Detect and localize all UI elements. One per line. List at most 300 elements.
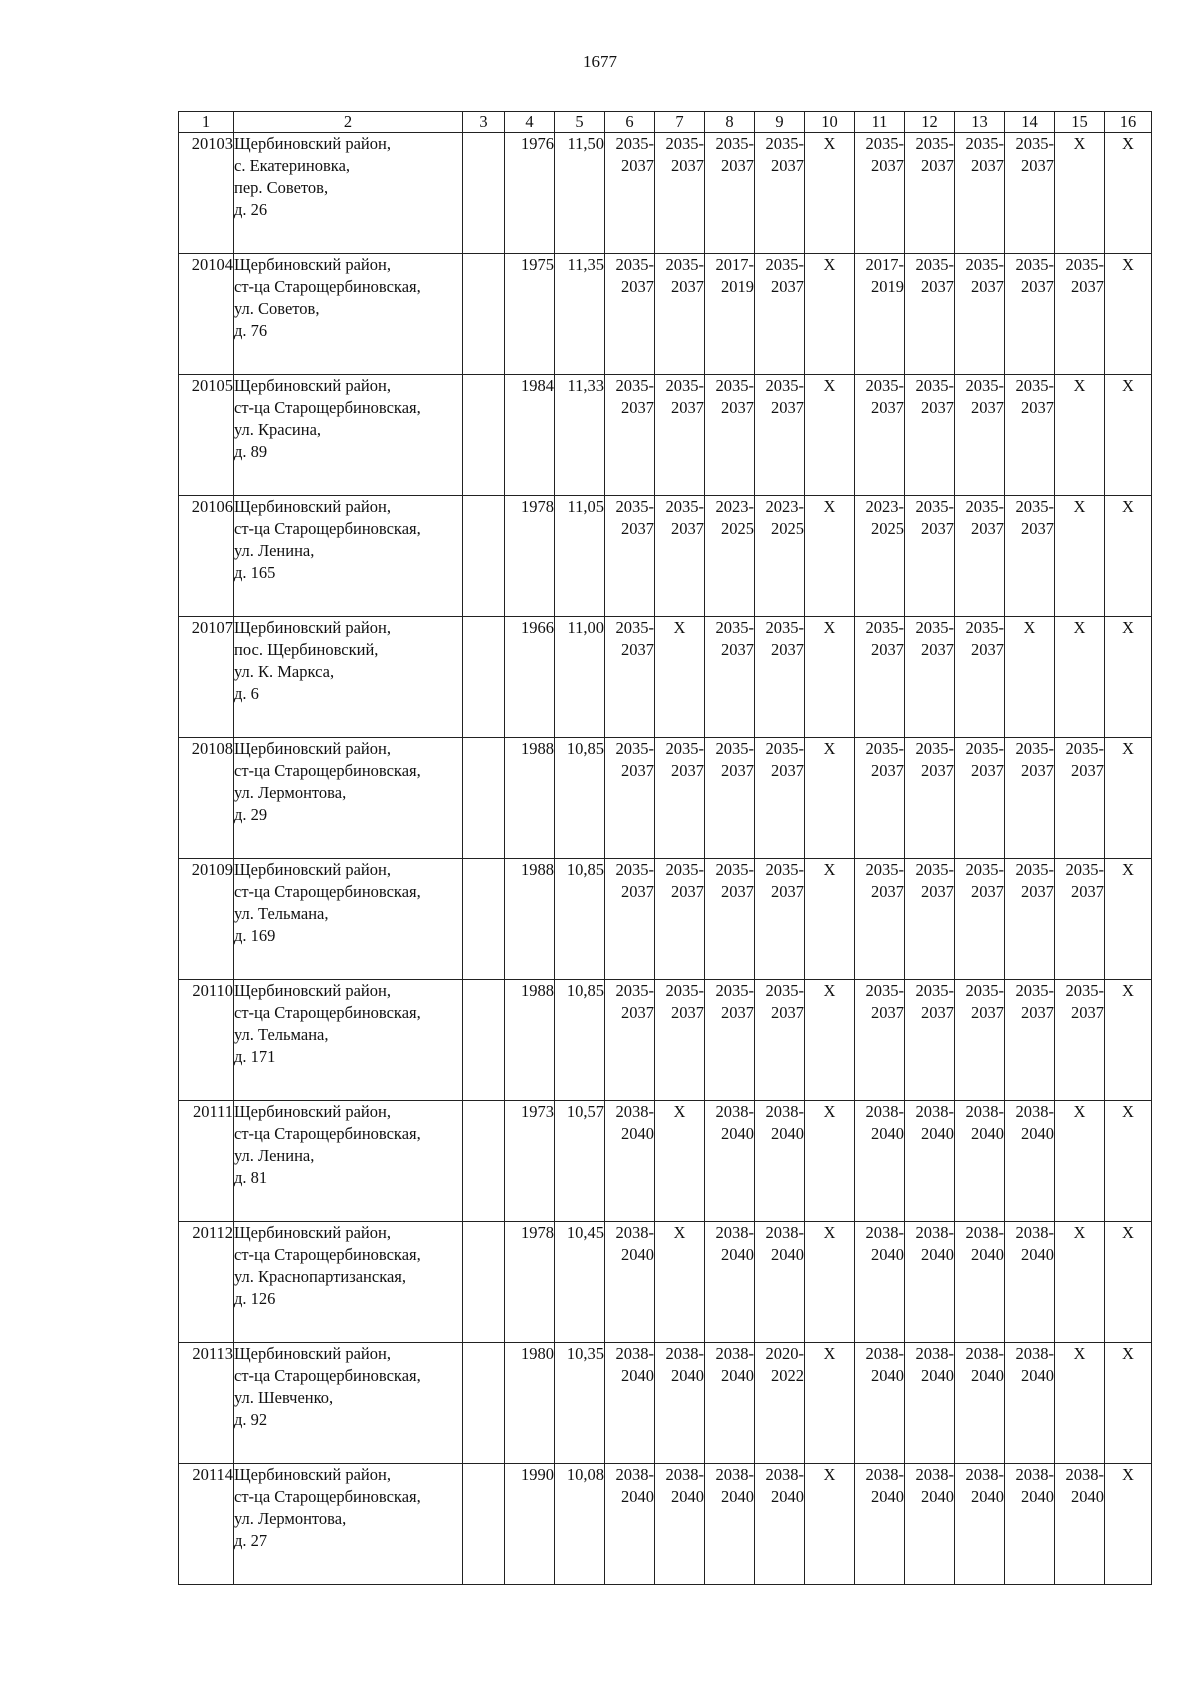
cell-line: 2037: [921, 398, 954, 417]
cell-line: 2040: [621, 1487, 654, 1506]
address-line: ул. Шевченко,: [234, 1388, 334, 1407]
cell-line: 2035-: [865, 981, 904, 1000]
cell-line: 2037: [721, 761, 754, 780]
cell-line: 2038-: [865, 1223, 904, 1242]
column-header: 2: [234, 112, 463, 133]
cell-line: 2040: [871, 1366, 904, 1385]
cell-line: 2040: [921, 1245, 954, 1264]
period-cell: [855, 133, 905, 254]
cell-line: 2037: [921, 519, 954, 538]
period-cell: [855, 859, 905, 980]
cell-line: 2037: [621, 398, 654, 417]
cell-line: X: [1073, 618, 1086, 637]
address-line: Щербиновский район,: [234, 618, 391, 637]
period-cell: [655, 1343, 705, 1464]
object-id: 20109: [179, 859, 234, 980]
period-cell: [955, 1101, 1005, 1222]
address-line: д. 126: [234, 1289, 276, 1308]
cell-line: 2037: [621, 882, 654, 901]
cell-line: 2038-: [965, 1102, 1004, 1121]
cell-line: X: [823, 134, 836, 153]
cell-line: 2035-: [915, 981, 954, 1000]
cell-line: 2037: [1071, 761, 1104, 780]
cell-line: 2040: [721, 1124, 754, 1143]
cell-line: 2035-: [615, 981, 654, 1000]
value-cell: 10,45: [555, 1222, 605, 1343]
not-applicable-cell: [1055, 617, 1105, 738]
period-cell: [955, 859, 1005, 980]
cell-line: 2035-: [1015, 134, 1054, 153]
cell-line: X: [673, 1223, 686, 1242]
period-cell: [955, 980, 1005, 1101]
period-cell: [605, 859, 655, 980]
cell-line: 2037: [971, 882, 1004, 901]
cell-line: X: [823, 739, 836, 758]
cell-line: 2037: [871, 882, 904, 901]
cell-line: 2040: [621, 1124, 654, 1143]
period-cell: [655, 254, 705, 375]
period-cell: [855, 375, 905, 496]
not-applicable-cell: [1105, 1343, 1152, 1464]
period-cell: [655, 738, 705, 859]
period-cell: [605, 496, 655, 617]
address-line: ст-ца Старощербиновская,: [234, 519, 421, 538]
cell-line: 2038-: [1015, 1465, 1054, 1484]
object-id: 20108: [179, 738, 234, 859]
column-3-cell: [463, 980, 505, 1101]
table-row: [179, 980, 1152, 1101]
period-cell: [755, 738, 805, 859]
value-cell: 10,08: [555, 1464, 605, 1585]
address-line: д. 165: [234, 563, 276, 582]
period-cell: [1005, 1343, 1055, 1464]
cell-line: 2037: [1021, 398, 1054, 417]
period-cell: [705, 1101, 755, 1222]
cell-line: 2037: [721, 882, 754, 901]
address-cell: [234, 738, 463, 859]
cell-line: 2035-: [765, 618, 804, 637]
cell-line: 2025: [721, 519, 754, 538]
cell-line: 2035-: [715, 376, 754, 395]
period-cell: [755, 1101, 805, 1222]
cell-line: 2038-: [865, 1102, 904, 1121]
cell-line: 2040: [771, 1124, 804, 1143]
cell-line: 2040: [1071, 1487, 1104, 1506]
period-cell: [755, 375, 805, 496]
year-cell: 1984: [505, 375, 555, 496]
value-cell: 11,33: [555, 375, 605, 496]
period-cell: [955, 133, 1005, 254]
cell-line: 2037: [621, 640, 654, 659]
cell-line: 2037: [871, 640, 904, 659]
column-3-cell: [463, 1464, 505, 1585]
cell-line: 2040: [971, 1487, 1004, 1506]
cell-line: 2035-: [765, 255, 804, 274]
period-cell: [705, 133, 755, 254]
cell-line: X: [1073, 1102, 1086, 1121]
cell-line: 2037: [621, 156, 654, 175]
cell-line: 2037: [771, 640, 804, 659]
cell-line: 2035-: [915, 134, 954, 153]
cell-line: 2035-: [715, 134, 754, 153]
cell-line: 2022: [771, 1366, 804, 1385]
cell-line: 2037: [921, 761, 954, 780]
cell-line: 2040: [971, 1366, 1004, 1385]
cell-line: 2040: [721, 1245, 754, 1264]
period-cell: [1005, 375, 1055, 496]
address-line: ст-ца Старощербиновская,: [234, 1003, 421, 1022]
address-line: Щербиновский район,: [234, 1344, 391, 1363]
cell-line: 2040: [1021, 1487, 1054, 1506]
cell-line: 2035-: [665, 981, 704, 1000]
not-applicable-cell: [1105, 1464, 1152, 1585]
period-cell: [1005, 254, 1055, 375]
address-cell: [234, 375, 463, 496]
cell-line: 2037: [771, 1003, 804, 1022]
not-applicable-cell: [1105, 1222, 1152, 1343]
year-cell: 1990: [505, 1464, 555, 1585]
period-cell: [605, 617, 655, 738]
cell-line: 2037: [1021, 519, 1054, 538]
column-header: 6: [605, 112, 655, 133]
column-header: 14: [1005, 112, 1055, 133]
address-cell: [234, 980, 463, 1101]
period-cell: [1005, 1464, 1055, 1585]
year-cell: 1975: [505, 254, 555, 375]
not-applicable-cell: [805, 133, 855, 254]
not-applicable-cell: [805, 1222, 855, 1343]
period-cell: [705, 859, 755, 980]
not-applicable-cell: [1105, 617, 1152, 738]
value-cell: 11,50: [555, 133, 605, 254]
cell-line: 2038-: [615, 1102, 654, 1121]
cell-line: 2020-: [765, 1344, 804, 1363]
address-line: Щербиновский район,: [234, 739, 391, 758]
period-cell: [705, 1343, 755, 1464]
address-line: с. Екатериновка,: [234, 156, 351, 175]
not-applicable-cell: [805, 1343, 855, 1464]
cell-line: 2038-: [915, 1465, 954, 1484]
cell-line: 2035-: [965, 134, 1004, 153]
cell-line: 2037: [721, 398, 754, 417]
period-cell: [755, 859, 805, 980]
cell-line: 2035-: [765, 134, 804, 153]
not-applicable-cell: [1105, 254, 1152, 375]
period-cell: [605, 375, 655, 496]
cell-line: 2017-: [715, 255, 754, 274]
cell-line: 2035-: [615, 618, 654, 637]
cell-line: 2035-: [915, 376, 954, 395]
period-cell: [705, 617, 755, 738]
value-cell: 11,00: [555, 617, 605, 738]
cell-line: 2038-: [965, 1344, 1004, 1363]
period-cell: [1005, 738, 1055, 859]
period-cell: [605, 254, 655, 375]
not-applicable-cell: [655, 1101, 705, 1222]
period-cell: [855, 617, 905, 738]
period-cell: [705, 1464, 755, 1585]
cell-line: X: [1122, 497, 1134, 516]
cell-line: 2037: [771, 156, 804, 175]
address-line: д. 89: [234, 442, 268, 461]
cell-line: 2038-: [915, 1102, 954, 1121]
cell-line: 2035-: [1015, 376, 1054, 395]
address-cell: [234, 1101, 463, 1222]
period-cell: [905, 496, 955, 617]
object-id: 20112: [179, 1222, 234, 1343]
column-3-cell: [463, 496, 505, 617]
period-cell: [1055, 738, 1105, 859]
address-line: ст-ца Старощербиновская,: [234, 1366, 421, 1385]
cell-line: 2035-: [965, 618, 1004, 637]
not-applicable-cell: [805, 496, 855, 617]
not-applicable-cell: [1105, 133, 1152, 254]
cell-line: 2037: [621, 1003, 654, 1022]
period-cell: [905, 617, 955, 738]
address-line: ул. Советов,: [234, 299, 320, 318]
address-cell: [234, 133, 463, 254]
column-header: 16: [1105, 112, 1152, 133]
cell-line: 2035-: [865, 739, 904, 758]
cell-line: 2038-: [765, 1465, 804, 1484]
period-cell: [605, 1101, 655, 1222]
period-cell: [755, 1343, 805, 1464]
column-header: 8: [705, 112, 755, 133]
cell-line: 2038-: [615, 1223, 654, 1242]
cell-line: 2037: [671, 277, 704, 296]
address-line: пер. Советов,: [234, 178, 329, 197]
cell-line: 2037: [921, 640, 954, 659]
cell-line: 2040: [1021, 1366, 1054, 1385]
column-3-cell: [463, 859, 505, 980]
period-cell: [905, 1464, 955, 1585]
period-cell: [755, 254, 805, 375]
cell-line: 2037: [671, 1003, 704, 1022]
cell-line: X: [673, 1102, 686, 1121]
cell-line: 2038-: [615, 1465, 654, 1484]
cell-line: 2035-: [615, 255, 654, 274]
table-row: [179, 1343, 1152, 1464]
cell-line: 2035-: [765, 739, 804, 758]
table-body: [179, 133, 1152, 1585]
cell-line: 2038-: [1015, 1344, 1054, 1363]
cell-line: 2035-: [715, 860, 754, 879]
column-3-cell: [463, 738, 505, 859]
cell-line: 2035-: [965, 376, 1004, 395]
cell-line: X: [1122, 1223, 1134, 1242]
not-applicable-cell: [805, 980, 855, 1101]
column-header: 11: [855, 112, 905, 133]
header-row: [179, 112, 1152, 133]
table-row: [179, 254, 1152, 375]
period-cell: [955, 496, 1005, 617]
period-cell: [955, 617, 1005, 738]
cell-line: 2037: [1021, 156, 1054, 175]
not-applicable-cell: [655, 617, 705, 738]
cell-line: 2037: [771, 398, 804, 417]
cell-line: 2037: [971, 398, 1004, 417]
cell-line: 2035-: [665, 376, 704, 395]
period-cell: [655, 1464, 705, 1585]
value-cell: 10,85: [555, 980, 605, 1101]
period-cell: [605, 1343, 655, 1464]
cell-line: 2037: [1071, 277, 1104, 296]
cell-line: 2040: [771, 1245, 804, 1264]
object-id: 20114: [179, 1464, 234, 1585]
address-line: пос. Щербиновский,: [234, 640, 379, 659]
not-applicable-cell: [805, 375, 855, 496]
cell-line: X: [1073, 1344, 1086, 1363]
period-cell: [905, 1343, 955, 1464]
value-cell: 10,57: [555, 1101, 605, 1222]
cell-line: 2040: [871, 1245, 904, 1264]
cell-line: 2038-: [1065, 1465, 1104, 1484]
period-cell: [855, 738, 905, 859]
cell-line: 2035-: [715, 981, 754, 1000]
cell-line: 2037: [1071, 1003, 1104, 1022]
not-applicable-cell: [1055, 496, 1105, 617]
cell-line: 2037: [871, 398, 904, 417]
address-line: д. 171: [234, 1047, 276, 1066]
year-cell: 1966: [505, 617, 555, 738]
cell-line: 2035-: [665, 860, 704, 879]
cell-line: 2037: [771, 882, 804, 901]
cell-line: 2037: [971, 640, 1004, 659]
table-row: [179, 859, 1152, 980]
cell-line: X: [823, 255, 836, 274]
address-line: ст-ца Старощербиновская,: [234, 882, 421, 901]
cell-line: X: [1023, 618, 1036, 637]
cell-line: X: [1122, 1465, 1134, 1484]
address-cell: [234, 617, 463, 738]
cell-line: 2040: [921, 1487, 954, 1506]
period-cell: [605, 1464, 655, 1585]
cell-line: X: [1122, 1102, 1134, 1121]
year-cell: 1988: [505, 859, 555, 980]
not-applicable-cell: [1105, 496, 1152, 617]
period-cell: [705, 375, 755, 496]
cell-line: X: [823, 376, 836, 395]
address-line: ул. Красина,: [234, 420, 322, 439]
cell-line: 2040: [971, 1245, 1004, 1264]
cell-line: 2037: [921, 156, 954, 175]
period-cell: [655, 133, 705, 254]
cell-line: 2037: [971, 761, 1004, 780]
cell-line: 2037: [971, 277, 1004, 296]
cell-line: 2037: [771, 761, 804, 780]
cell-line: 2017-: [865, 255, 904, 274]
cell-line: X: [1073, 1223, 1086, 1242]
address-line: д. 169: [234, 926, 276, 945]
address-line: Щербиновский район,: [234, 981, 391, 1000]
cell-line: X: [1122, 1344, 1134, 1363]
period-cell: [755, 496, 805, 617]
cell-line: 2037: [721, 156, 754, 175]
cell-line: 2037: [971, 519, 1004, 538]
address-line: д. 29: [234, 805, 268, 824]
address-cell: [234, 1222, 463, 1343]
not-applicable-cell: [1005, 617, 1055, 738]
cell-line: 2019: [721, 277, 754, 296]
cell-line: 2037: [671, 519, 704, 538]
column-header: 3: [463, 112, 505, 133]
cell-line: 2040: [921, 1366, 954, 1385]
cell-line: 2037: [921, 277, 954, 296]
cell-line: 2035-: [715, 618, 754, 637]
cell-line: 2040: [1021, 1245, 1054, 1264]
cell-line: X: [1122, 739, 1134, 758]
cell-line: 2037: [921, 882, 954, 901]
cell-line: 2037: [721, 1003, 754, 1022]
cell-line: 2035-: [1015, 860, 1054, 879]
not-applicable-cell: [1055, 1222, 1105, 1343]
period-cell: [655, 375, 705, 496]
cell-line: 2035-: [665, 497, 704, 516]
cell-line: 2035-: [865, 618, 904, 637]
cell-line: X: [823, 497, 836, 516]
period-cell: [905, 738, 955, 859]
address-line: Щербиновский район,: [234, 376, 391, 395]
cell-line: 2038-: [865, 1344, 904, 1363]
cell-line: 2037: [1021, 882, 1054, 901]
address-line: Щербиновский район,: [234, 860, 391, 879]
value-cell: 10,85: [555, 738, 605, 859]
object-id: 20111: [179, 1101, 234, 1222]
period-cell: [905, 1222, 955, 1343]
cell-line: 2035-: [665, 255, 704, 274]
period-cell: [755, 980, 805, 1101]
cell-line: X: [823, 1465, 836, 1484]
cell-line: 2037: [971, 1003, 1004, 1022]
cell-line: 2035-: [915, 618, 954, 637]
cell-line: 2035-: [1065, 255, 1104, 274]
year-cell: 1976: [505, 133, 555, 254]
cell-line: 2037: [721, 640, 754, 659]
table-row: [179, 133, 1152, 254]
cell-line: X: [1073, 376, 1086, 395]
period-cell: [755, 617, 805, 738]
cell-line: 2038-: [665, 1344, 704, 1363]
cell-line: 2035-: [1015, 497, 1054, 516]
cell-line: 2038-: [1015, 1102, 1054, 1121]
address-line: ул. Лермонтова,: [234, 783, 347, 802]
not-applicable-cell: [1105, 859, 1152, 980]
address-line: ул. Тельмана,: [234, 1025, 329, 1044]
address-line: ст-ца Старощербиновская,: [234, 1124, 421, 1143]
period-cell: [755, 1464, 805, 1585]
cell-line: 2023-: [765, 497, 804, 516]
cell-line: X: [1122, 255, 1134, 274]
cell-line: 2035-: [615, 376, 654, 395]
cell-line: 2038-: [665, 1465, 704, 1484]
period-cell: [1055, 859, 1105, 980]
not-applicable-cell: [805, 738, 855, 859]
object-id: 20107: [179, 617, 234, 738]
address-line: ул. Ленина,: [234, 541, 315, 560]
period-cell: [605, 133, 655, 254]
cell-line: X: [823, 981, 836, 1000]
address-line: ст-ца Старощербиновская,: [234, 277, 421, 296]
cell-line: 2040: [621, 1245, 654, 1264]
address-line: Щербиновский район,: [234, 255, 391, 274]
cell-line: 2040: [721, 1487, 754, 1506]
cell-line: 2019: [871, 277, 904, 296]
period-cell: [1055, 254, 1105, 375]
cell-line: 2037: [771, 277, 804, 296]
period-cell: [1005, 496, 1055, 617]
column-3-cell: [463, 1222, 505, 1343]
table-row: [179, 375, 1152, 496]
